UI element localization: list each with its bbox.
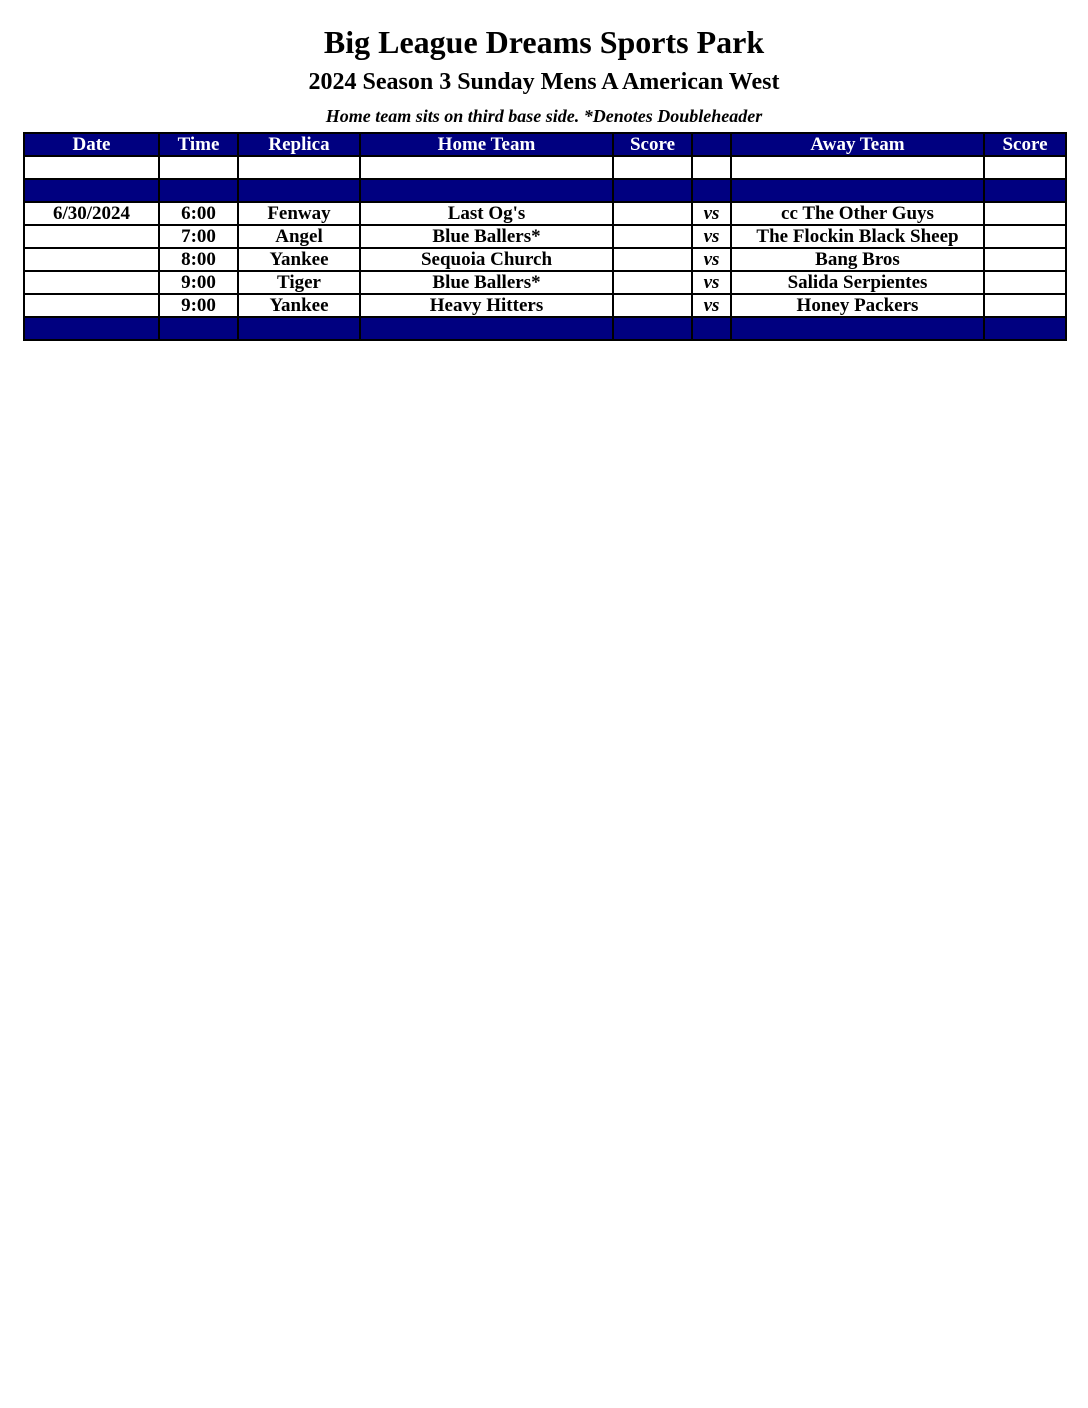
game-date: [24, 248, 159, 271]
game-home-score: [613, 202, 692, 225]
schedule-note: Home team sits on third base side. *Denotes Doubleheader: [325, 106, 763, 126]
game-vs: vs: [692, 202, 731, 225]
game-home-team: Blue Ballers*: [360, 225, 613, 248]
game-vs: vs: [692, 294, 731, 317]
header-home-team: Home Team: [360, 133, 613, 156]
game-time: 9:00: [159, 271, 238, 294]
header-away-team: Away Team: [731, 133, 984, 156]
game-replica: Yankee: [238, 248, 360, 271]
game-replica: Yankee: [238, 294, 360, 317]
game-away-score: [984, 225, 1066, 248]
game-replica: Angel: [238, 225, 360, 248]
game-date: [24, 271, 159, 294]
game-home-score: [613, 225, 692, 248]
game-row: [24, 225, 1066, 248]
schedule-table: [23, 132, 1067, 341]
game-away-score: [984, 271, 1066, 294]
footer-band-row: [24, 317, 1066, 340]
game-home-team: Last Og's: [360, 202, 613, 225]
empty-row: [24, 156, 1066, 179]
header-date: Date: [24, 133, 159, 156]
game-time: 7:00: [159, 225, 238, 248]
game-vs: vs: [692, 271, 731, 294]
game-time: 9:00: [159, 294, 238, 317]
header-vs: [692, 133, 731, 156]
game-away-team: The Flockin Black Sheep: [731, 225, 984, 248]
game-away-score: [984, 202, 1066, 225]
game-away-team: cc The Other Guys: [731, 202, 984, 225]
game-home-team: Blue Ballers*: [360, 271, 613, 294]
game-time: 8:00: [159, 248, 238, 271]
game-date: [24, 294, 159, 317]
game-home-score: [613, 248, 692, 271]
game-row: [24, 294, 1066, 317]
game-home-team: Heavy Hitters: [360, 294, 613, 317]
game-home-score: [613, 294, 692, 317]
game-vs: vs: [692, 225, 731, 248]
game-row: [24, 248, 1066, 271]
game-away-score: [984, 248, 1066, 271]
game-replica: Fenway: [238, 202, 360, 225]
game-vs: vs: [692, 248, 731, 271]
page-title: Big League Dreams Sports Park: [323, 24, 765, 60]
game-away-team: Salida Serpientes: [731, 271, 984, 294]
game-away-team: Bang Bros: [731, 248, 984, 271]
game-replica: Tiger: [238, 271, 360, 294]
game-time: 6:00: [159, 202, 238, 225]
table-header-row: [24, 133, 1066, 156]
separator-band-row: [24, 179, 1066, 202]
game-row: [24, 202, 1066, 225]
game-row: [24, 271, 1066, 294]
header-replica: Replica: [238, 133, 360, 156]
header-home-score: Score: [613, 133, 692, 156]
game-away-team: Honey Packers: [731, 294, 984, 317]
page-subtitle: 2024 Season 3 Sunday Mens A American West: [308, 69, 780, 95]
game-home-score: [613, 271, 692, 294]
header-time: Time: [159, 133, 238, 156]
game-home-team: Sequoia Church: [360, 248, 613, 271]
game-away-score: [984, 294, 1066, 317]
game-date: 6/30/2024: [24, 202, 159, 225]
game-date: [24, 225, 159, 248]
header-away-score: Score: [984, 133, 1066, 156]
